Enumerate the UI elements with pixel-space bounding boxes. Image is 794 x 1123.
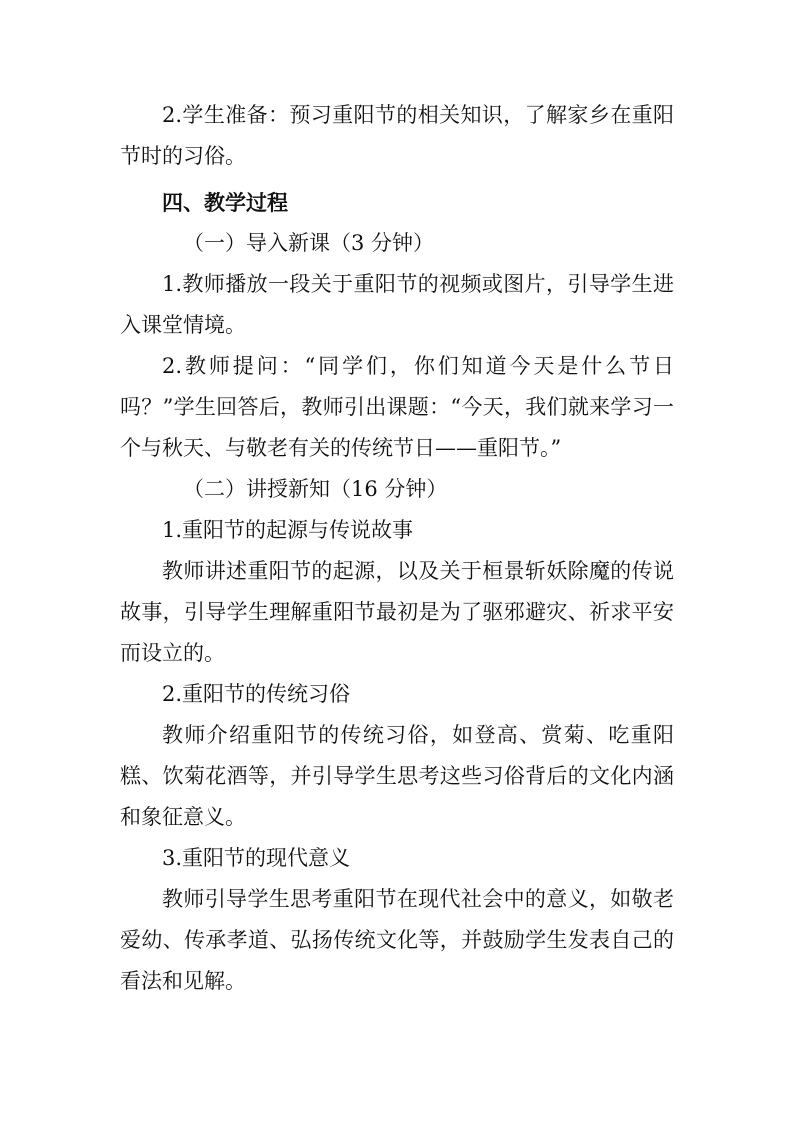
subsection-heading-new-knowledge: （二）讲授新知（16 分钟） bbox=[183, 477, 448, 501]
topic-heading-customs: 2.重阳节的传统习俗 bbox=[162, 682, 351, 706]
introduction-step-1: 1.教师播放一段关于重阳节的视频或图片，引导学生进入课堂情境。 bbox=[120, 272, 674, 337]
subsection-heading-introduction: （一）导入新课（3 分钟） bbox=[183, 231, 435, 255]
topic-heading-modern-meaning: 3.重阳节的现代意义 bbox=[162, 846, 351, 870]
topic-body-customs: 教师介绍重阳节的传统习俗，如登高、赏菊、吃重阳糕、饮菊花酒等，并引导学生思考这些习俗背后的文化内涵和象征意义。 bbox=[120, 723, 674, 829]
topic-body-origin: 教师讲述重阳节的起源，以及关于桓景斩妖除魔的传说故事，引导学生理解重阳节最初是为了驱邪避灾、祈求平安而设立的。 bbox=[120, 559, 674, 665]
section-heading-teaching-process: 四、教学过程 bbox=[162, 190, 288, 215]
topic-heading-origin: 1.重阳节的起源与传说故事 bbox=[162, 518, 414, 542]
introduction-step-2: 2.教师提问：“同学们，你们知道今天是什么节日吗？”学生回答后，教师引出课题：“今天，我们就来学习一个与秋天、与敬老有关的传统节日——重阳节。” bbox=[120, 354, 674, 460]
topic-body-modern-meaning: 教师引导学生思考重阳节在现代社会中的意义，如敬老爱幼、传承孝道、弘扬传统文化等，并鼓励学生发表自己的看法和见解。 bbox=[120, 887, 674, 993]
student-preparation-paragraph: 2.学生准备：预习重阳节的相关知识，了解家乡在重阳节时的习俗。 bbox=[120, 103, 674, 168]
